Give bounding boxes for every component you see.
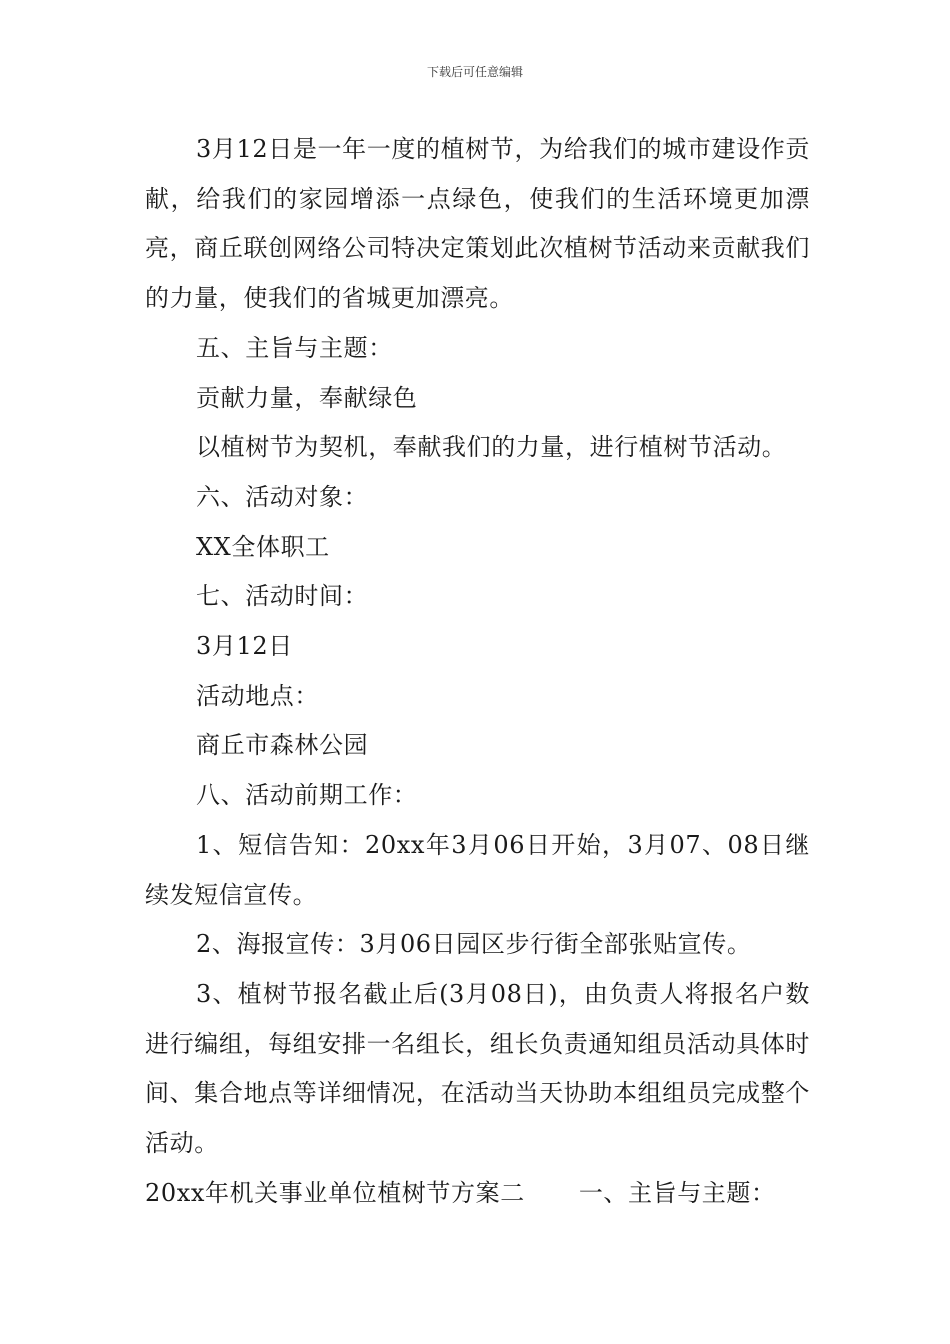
page-header: 下载后可任意编辑 <box>426 65 523 79</box>
paragraph-audience: XX全体职工 <box>196 532 330 561</box>
plan-two-heading-1: 一、主旨与主题： <box>578 1178 776 1207</box>
paragraph-poster: 2、海报宣传：3月06日园区步行街全部张贴宣传。 <box>196 930 752 959</box>
paragraph-intro: 3月12日是一年一度的植树节，为给我们的城市建设作贡献，给我们的家园增添一点绿色，使我们的生活环境更加漂亮，商丘联创网络公司特决定策划此次植树节活动来贡献我们的力量，使我们的省城更加漂亮。 <box>145 135 810 313</box>
paragraph-location: 商丘市森林公园 <box>196 731 369 760</box>
section-heading-6: 六、活动对象： <box>196 482 369 511</box>
paragraph-theme: 贡献力量，奉献绿色 <box>196 383 418 412</box>
plan-two-title: 20xx年机关事业单位植树节方案二 <box>145 1178 525 1207</box>
paragraph-theme-detail: 以植树节为契机，奉献我们的力量，进行植树节活动。 <box>196 433 787 462</box>
paragraph-grouping: 3、植树节报名截止后(3月08日)，由负责人将报名户数进行编组，每组安排一名组长，组长负责通知组员活动具体时间、集合地点等详细情况，在活动当天协助本组组员完成整个活动。 <box>145 979 810 1158</box>
document-body <box>145 125 810 1218</box>
plan-two-line <box>145 1169 810 1219</box>
paragraph-sms: 1、短信告知：20xx年3月06日开始，3月07、08日继续发短信宣传。 <box>145 830 810 909</box>
paragraph-location-label: 活动地点： <box>196 681 319 710</box>
section-heading-5: 五、主旨与主题： <box>196 333 393 362</box>
paragraph-date: 3月12日 <box>196 632 293 661</box>
section-heading-8: 八、活动前期工作： <box>196 781 418 810</box>
section-heading-7: 七、活动时间： <box>196 582 369 611</box>
